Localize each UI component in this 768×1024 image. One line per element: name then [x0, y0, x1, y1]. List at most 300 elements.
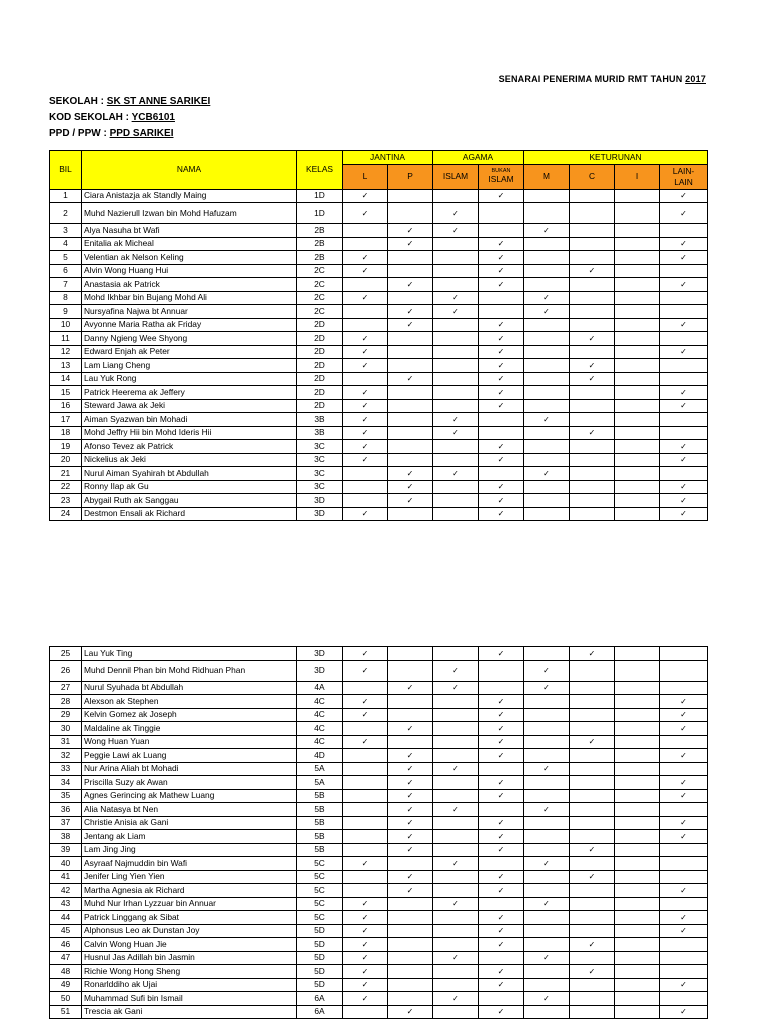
- row-bil: 27: [50, 681, 82, 695]
- school-value: SK ST ANNE SARIKEI: [106, 96, 211, 107]
- row-nama: Abygail Ruth ak Sanggau: [82, 494, 297, 508]
- row-bukan-islam: ✓: [479, 345, 524, 359]
- row-i: [615, 647, 660, 661]
- table-row: [50, 681, 708, 695]
- row-i: [615, 749, 660, 763]
- row-nama: Aiman Syazwan bin Mohadi: [82, 413, 297, 427]
- row-kelas: 5D: [297, 951, 343, 965]
- row-l: [343, 749, 388, 763]
- col-agama: AGAMA: [433, 151, 524, 165]
- row-i: [615, 735, 660, 749]
- row-lain-lain: ✓: [660, 440, 708, 454]
- table-row: [50, 762, 708, 776]
- row-l: ✓: [343, 897, 388, 911]
- row-nama: Edward Enjah ak Peter: [82, 345, 297, 359]
- col-bil: BIL: [50, 151, 82, 190]
- row-kelas: 5D: [297, 978, 343, 992]
- row-bukan-islam: ✓: [479, 938, 524, 952]
- row-kelas: 2C: [297, 291, 343, 305]
- row-p: [388, 965, 433, 979]
- row-c: [570, 345, 615, 359]
- row-l: ✓: [343, 453, 388, 467]
- row-lain-lain: [660, 359, 708, 373]
- row-i: [615, 278, 660, 292]
- row-lain-lain: [660, 332, 708, 346]
- row-i: [615, 803, 660, 817]
- row-c: [570, 722, 615, 736]
- row-p: ✓: [388, 681, 433, 695]
- row-m: [524, 318, 570, 332]
- row-bil: 39: [50, 843, 82, 857]
- row-i: [615, 189, 660, 203]
- table-row: [50, 897, 708, 911]
- row-m: [524, 494, 570, 508]
- table-row: [50, 291, 708, 305]
- col-l: L: [343, 164, 388, 189]
- row-nama: Alvin Wong Huang Hui: [82, 264, 297, 278]
- row-kelas: 5D: [297, 938, 343, 952]
- row-nama: Lau Yuk Ting: [82, 647, 297, 661]
- row-bukan-islam: ✓: [479, 647, 524, 661]
- table-row: [50, 722, 708, 736]
- row-islam: [433, 884, 479, 898]
- row-p: [388, 359, 433, 373]
- row-bukan-islam: ✓: [479, 494, 524, 508]
- row-nama: Ciara Anistazja ak Standly Maing: [82, 189, 297, 203]
- row-bukan-islam: [479, 951, 524, 965]
- row-nama: Muhd Dennil Phan bin Mohd Ridhuan Phan: [82, 660, 297, 681]
- table-row: [50, 480, 708, 494]
- row-l: ✓: [343, 965, 388, 979]
- row-p: [388, 992, 433, 1006]
- row-i: [615, 251, 660, 265]
- row-islam: [433, 830, 479, 844]
- row-kelas: 3B: [297, 426, 343, 440]
- row-nama: Enitalia ak Micheal: [82, 237, 297, 251]
- row-kelas: 5C: [297, 884, 343, 898]
- table-row: [50, 789, 708, 803]
- row-i: [615, 830, 660, 844]
- table-row: [50, 203, 708, 224]
- row-l: [343, 789, 388, 803]
- row-p: ✓: [388, 870, 433, 884]
- row-c: ✓: [570, 965, 615, 979]
- row-bukan-islam: [479, 857, 524, 871]
- row-islam: [433, 480, 479, 494]
- table-row: [50, 978, 708, 992]
- row-kelas: 4A: [297, 681, 343, 695]
- row-bukan-islam: [479, 660, 524, 681]
- row-lain-lain: ✓: [660, 924, 708, 938]
- row-nama: Nursyafina Najwa bt Annuar: [82, 305, 297, 319]
- row-c: [570, 440, 615, 454]
- row-l: ✓: [343, 660, 388, 681]
- row-i: [615, 426, 660, 440]
- row-m: ✓: [524, 951, 570, 965]
- row-i: [615, 372, 660, 386]
- row-p: ✓: [388, 480, 433, 494]
- row-m: [524, 203, 570, 224]
- table-row: [50, 507, 708, 521]
- row-nama: Ronarlddiho ak Ujai: [82, 978, 297, 992]
- table-row: [50, 305, 708, 319]
- row-nama: Nurul Syuhada bt Abdullah: [82, 681, 297, 695]
- row-i: [615, 237, 660, 251]
- row-i: [615, 708, 660, 722]
- row-lain-lain: [660, 951, 708, 965]
- table-row: [50, 1005, 708, 1019]
- row-nama: Trescia ak Gani: [82, 1005, 297, 1019]
- row-kelas: 5B: [297, 843, 343, 857]
- row-m: [524, 386, 570, 400]
- row-m: ✓: [524, 803, 570, 817]
- row-i: [615, 413, 660, 427]
- row-kelas: 2B: [297, 224, 343, 238]
- row-c: [570, 413, 615, 427]
- row-lain-lain: [660, 843, 708, 857]
- row-lain-lain: [660, 467, 708, 481]
- row-i: [615, 722, 660, 736]
- row-c: ✓: [570, 843, 615, 857]
- row-l: ✓: [343, 735, 388, 749]
- row-bil: 50: [50, 992, 82, 1006]
- row-lain-lain: ✓: [660, 318, 708, 332]
- row-nama: Afonso Tevez ak Patrick: [82, 440, 297, 454]
- table-row: [50, 911, 708, 925]
- row-i: [615, 924, 660, 938]
- row-c: [570, 789, 615, 803]
- row-m: [524, 345, 570, 359]
- row-nama: Calvin Wong Huan Jie: [82, 938, 297, 952]
- row-bukan-islam: [479, 413, 524, 427]
- row-i: [615, 359, 660, 373]
- row-kelas: 2D: [297, 359, 343, 373]
- row-lain-lain: [660, 857, 708, 871]
- row-bukan-islam: ✓: [479, 722, 524, 736]
- table-row: [50, 237, 708, 251]
- row-m: ✓: [524, 291, 570, 305]
- row-i: [615, 203, 660, 224]
- row-kelas: 3B: [297, 413, 343, 427]
- row-bukan-islam: ✓: [479, 359, 524, 373]
- row-i: [615, 318, 660, 332]
- row-bukan-islam: [479, 992, 524, 1006]
- row-p: [388, 911, 433, 925]
- row-kelas: 6A: [297, 1005, 343, 1019]
- row-c: [570, 708, 615, 722]
- row-islam: [433, 399, 479, 413]
- row-islam: ✓: [433, 897, 479, 911]
- row-p: ✓: [388, 318, 433, 332]
- row-bil: 49: [50, 978, 82, 992]
- table-row: [50, 467, 708, 481]
- row-m: [524, 332, 570, 346]
- row-m: [524, 830, 570, 844]
- table-row: [50, 695, 708, 709]
- row-i: [615, 332, 660, 346]
- row-p: ✓: [388, 749, 433, 763]
- row-bil: 21: [50, 467, 82, 481]
- row-nama: Martha Agnesia ak Richard: [82, 884, 297, 898]
- row-m: [524, 708, 570, 722]
- row-p: [388, 978, 433, 992]
- row-nama: Mohd Ikhbar bin Bujang Mohd Ali: [82, 291, 297, 305]
- row-bil: 37: [50, 816, 82, 830]
- row-bukan-islam: ✓: [479, 830, 524, 844]
- row-p: [388, 251, 433, 265]
- row-bil: 40: [50, 857, 82, 871]
- row-nama: Velentian ak Nelson Keling: [82, 251, 297, 265]
- row-m: [524, 843, 570, 857]
- row-bukan-islam: ✓: [479, 372, 524, 386]
- row-nama: Jentang ak Liam: [82, 830, 297, 844]
- table-row: [50, 386, 708, 400]
- row-p: [388, 345, 433, 359]
- row-i: [615, 857, 660, 871]
- row-nama: Alexson ak Stephen: [82, 695, 297, 709]
- table-row: [50, 278, 708, 292]
- row-c: [570, 857, 615, 871]
- row-m: [524, 735, 570, 749]
- row-bukan-islam: ✓: [479, 386, 524, 400]
- row-l: [343, 816, 388, 830]
- row-nama: Anastasia ak Patrick: [82, 278, 297, 292]
- row-bukan-islam: ✓: [479, 278, 524, 292]
- ppd-value: PPD SARIKEI: [109, 128, 174, 139]
- row-p: ✓: [388, 224, 433, 238]
- row-lain-lain: ✓: [660, 399, 708, 413]
- row-lain-lain: ✓: [660, 695, 708, 709]
- row-islam: [433, 507, 479, 521]
- row-i: [615, 870, 660, 884]
- row-l: [343, 278, 388, 292]
- row-l: ✓: [343, 426, 388, 440]
- col-i: I: [615, 164, 660, 189]
- row-kelas: 5D: [297, 965, 343, 979]
- row-lain-lain: [660, 681, 708, 695]
- row-m: [524, 695, 570, 709]
- row-lain-lain: [660, 870, 708, 884]
- row-bil: 12: [50, 345, 82, 359]
- row-bil: 29: [50, 708, 82, 722]
- row-m: [524, 426, 570, 440]
- row-l: [343, 884, 388, 898]
- row-i: [615, 305, 660, 319]
- row-islam: [433, 647, 479, 661]
- row-bukan-islam: [479, 762, 524, 776]
- row-bil: 6: [50, 264, 82, 278]
- row-bil: 15: [50, 386, 82, 400]
- row-islam: [433, 1005, 479, 1019]
- row-islam: [433, 789, 479, 803]
- row-kelas: 5D: [297, 924, 343, 938]
- row-c: [570, 203, 615, 224]
- row-l: [343, 305, 388, 319]
- row-lain-lain: [660, 660, 708, 681]
- row-nama: Asyraaf Najmuddin bin Wafi: [82, 857, 297, 871]
- col-lain-lain: LAIN- LAIN: [660, 164, 708, 189]
- row-m: [524, 359, 570, 373]
- row-l: [343, 830, 388, 844]
- row-kelas: 4C: [297, 722, 343, 736]
- row-nama: Nurul Aiman Syahirah bt Abdullah: [82, 467, 297, 481]
- row-kelas: 2C: [297, 278, 343, 292]
- row-bukan-islam: ✓: [479, 264, 524, 278]
- row-nama: Wong Huan Yuan: [82, 735, 297, 749]
- row-nama: Lam Liang Cheng: [82, 359, 297, 373]
- row-islam: ✓: [433, 426, 479, 440]
- row-islam: [433, 278, 479, 292]
- row-i: [615, 897, 660, 911]
- row-kelas: 5B: [297, 789, 343, 803]
- row-c: ✓: [570, 332, 615, 346]
- row-c: [570, 318, 615, 332]
- row-bil: 9: [50, 305, 82, 319]
- row-l: ✓: [343, 413, 388, 427]
- row-bukan-islam: ✓: [479, 776, 524, 790]
- row-bukan-islam: ✓: [479, 480, 524, 494]
- row-l: ✓: [343, 992, 388, 1006]
- row-l: ✓: [343, 507, 388, 521]
- row-bukan-islam: [479, 224, 524, 238]
- row-bukan-islam: ✓: [479, 695, 524, 709]
- row-p: ✓: [388, 830, 433, 844]
- row-bukan-islam: ✓: [479, 789, 524, 803]
- row-kelas: 1D: [297, 189, 343, 203]
- row-p: ✓: [388, 789, 433, 803]
- row-lain-lain: ✓: [660, 722, 708, 736]
- row-l: ✓: [343, 647, 388, 661]
- row-lain-lain: ✓: [660, 749, 708, 763]
- row-islam: [433, 722, 479, 736]
- row-lain-lain: [660, 372, 708, 386]
- row-nama: Nickelius ak Jeki: [82, 453, 297, 467]
- table-row: [50, 399, 708, 413]
- row-c: ✓: [570, 359, 615, 373]
- row-bil: 30: [50, 722, 82, 736]
- row-m: [524, 189, 570, 203]
- row-kelas: 2C: [297, 305, 343, 319]
- row-c: [570, 237, 615, 251]
- row-m: [524, 924, 570, 938]
- table-row: [50, 426, 708, 440]
- col-m: M: [524, 164, 570, 189]
- row-m: ✓: [524, 305, 570, 319]
- row-l: [343, 776, 388, 790]
- row-c: ✓: [570, 938, 615, 952]
- row-lain-lain: ✓: [660, 978, 708, 992]
- row-kelas: 2B: [297, 237, 343, 251]
- row-lain-lain: ✓: [660, 480, 708, 494]
- row-c: ✓: [570, 372, 615, 386]
- row-nama: Patrick Heerema ak Jeffery: [82, 386, 297, 400]
- row-l: ✓: [343, 924, 388, 938]
- row-bil: 4: [50, 237, 82, 251]
- row-bukan-islam: ✓: [479, 251, 524, 265]
- row-m: [524, 965, 570, 979]
- row-m: ✓: [524, 897, 570, 911]
- row-p: [388, 426, 433, 440]
- row-p: [388, 413, 433, 427]
- row-l: [343, 843, 388, 857]
- row-l: [343, 494, 388, 508]
- row-bukan-islam: ✓: [479, 965, 524, 979]
- row-nama: Priscilla Suzy ak Awan: [82, 776, 297, 790]
- row-nama: Richie Wong Hong Sheng: [82, 965, 297, 979]
- table-row: [50, 453, 708, 467]
- row-lain-lain: ✓: [660, 494, 708, 508]
- row-c: [570, 507, 615, 521]
- row-bukan-islam: [479, 803, 524, 817]
- row-islam: ✓: [433, 803, 479, 817]
- row-m: ✓: [524, 681, 570, 695]
- row-kelas: 3C: [297, 480, 343, 494]
- row-bil: 17: [50, 413, 82, 427]
- row-i: [615, 291, 660, 305]
- row-kelas: 3C: [297, 467, 343, 481]
- row-nama: Patrick Linggang ak Sibat: [82, 911, 297, 925]
- table-row: [50, 951, 708, 965]
- row-p: [388, 735, 433, 749]
- row-m: [524, 453, 570, 467]
- row-p: ✓: [388, 278, 433, 292]
- row-l: ✓: [343, 386, 388, 400]
- row-l: [343, 803, 388, 817]
- row-islam: ✓: [433, 413, 479, 427]
- row-islam: [433, 978, 479, 992]
- row-l: ✓: [343, 857, 388, 871]
- row-l: ✓: [343, 203, 388, 224]
- row-c: [570, 660, 615, 681]
- table-row: [50, 803, 708, 817]
- row-m: [524, 816, 570, 830]
- row-l: ✓: [343, 951, 388, 965]
- row-islam: [433, 372, 479, 386]
- row-bil: 10: [50, 318, 82, 332]
- row-c: [570, 762, 615, 776]
- row-kelas: 2D: [297, 345, 343, 359]
- row-bil: 32: [50, 749, 82, 763]
- row-islam: ✓: [433, 660, 479, 681]
- row-bukan-islam: [479, 305, 524, 319]
- row-c: ✓: [570, 870, 615, 884]
- row-bil: 18: [50, 426, 82, 440]
- row-m: ✓: [524, 762, 570, 776]
- row-p: [388, 951, 433, 965]
- row-bukan-islam: ✓: [479, 189, 524, 203]
- row-c: [570, 776, 615, 790]
- row-bil: 2: [50, 203, 82, 224]
- row-bil: 46: [50, 938, 82, 952]
- document-title: SENARAI PENERIMA MURID RMT TAHUN 2017: [498, 74, 706, 84]
- row-l: [343, 681, 388, 695]
- row-islam: [433, 318, 479, 332]
- row-l: ✓: [343, 251, 388, 265]
- row-lain-lain: [660, 938, 708, 952]
- row-kelas: 1D: [297, 203, 343, 224]
- row-bukan-islam: ✓: [479, 318, 524, 332]
- row-p: ✓: [388, 762, 433, 776]
- row-bukan-islam: [479, 426, 524, 440]
- row-lain-lain: [660, 897, 708, 911]
- row-i: [615, 1005, 660, 1019]
- row-nama: Danny Ngieng Wee Shyong: [82, 332, 297, 346]
- row-c: [570, 386, 615, 400]
- row-p: [388, 897, 433, 911]
- row-l: ✓: [343, 708, 388, 722]
- table-row: [50, 708, 708, 722]
- row-bukan-islam: ✓: [479, 870, 524, 884]
